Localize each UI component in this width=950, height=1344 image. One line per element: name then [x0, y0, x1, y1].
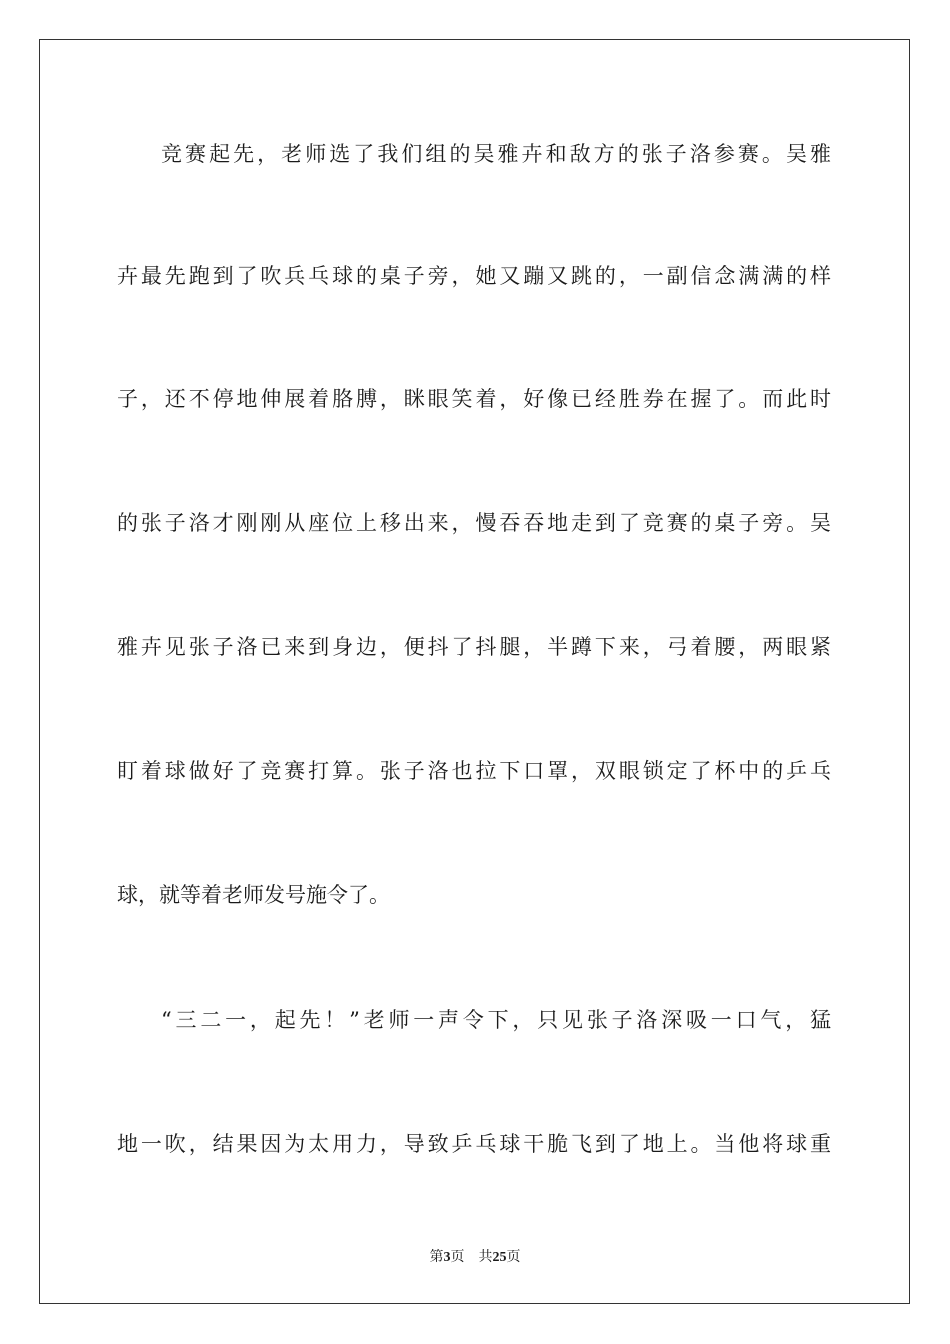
- text-line: 球，就等着老师发号施令了。: [117, 883, 390, 907]
- text-line: 竞赛起先，老师选了我们组的吴雅卉和敌方的张子洛参赛。吴雅: [161, 142, 831, 166]
- page-prefix: 第: [429, 1249, 444, 1265]
- text-line: 雅卉见张子洛已来到身边，便抖了抖腿，半蹲下来，弓着腰，两眼紧: [117, 635, 831, 659]
- total-pages: 25: [492, 1250, 507, 1265]
- page-footer: [0, 1248, 950, 1267]
- total-prefix: 共: [478, 1249, 493, 1265]
- page-suffix: 页: [450, 1249, 465, 1265]
- text-line: “三二一，起先！”老师一声令下，只见张子洛深吸一口气，猛: [161, 1008, 831, 1032]
- text-line: 的张子洛才刚刚从座位上移出来，慢吞吞地走到了竞赛的桌子旁。吴: [117, 511, 831, 535]
- text-line: 子，还不停地伸展着胳膊，眯眼笑着，好像已经胜券在握了。而此时: [117, 387, 831, 411]
- text-line: 卉最先跑到了吹兵乓球的桌子旁，她又蹦又跳的，一副信念满满的样: [117, 264, 831, 288]
- text-line: 地一吹，结果因为太用力，导致乒乓球干脆飞到了地上。当他将球重: [117, 1132, 831, 1156]
- page-border: [39, 39, 910, 1304]
- page-number: 3: [443, 1250, 451, 1265]
- text-line: 盯着球做好了竞赛打算。张子洛也拉下口罩，双眼锁定了杯中的乒乓: [117, 759, 831, 783]
- total-suffix: 页: [506, 1249, 521, 1265]
